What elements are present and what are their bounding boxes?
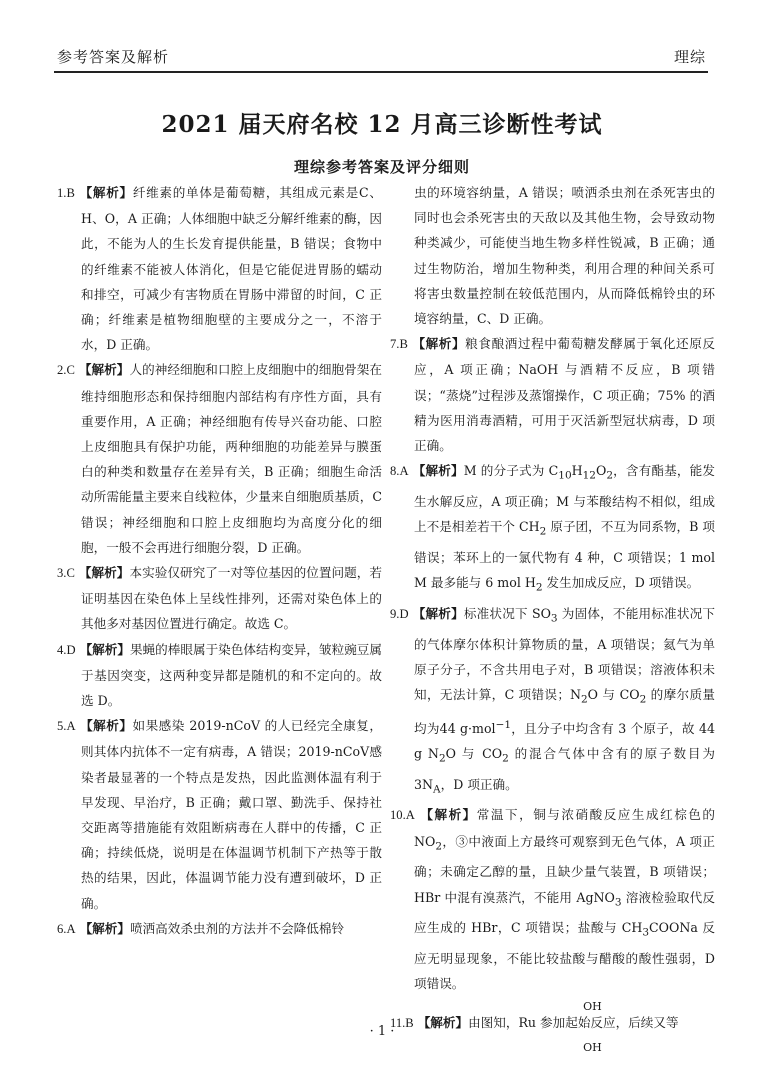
answer-item: 8.A 【解析】M 的分子式为 $C_{10}H_{12}O_2$，含有酯基，能发生水解反应，A 项正确；M 与苯酸结构不相似，组成上不是相差若干个 $CH_2$ 原子团，不互为同系物，B 项错误；苯环上的一氯代物有 4 种，C 项错误；1 mol M 最多能与 6 mol $H_2$ 发生加成反应，D 项错误。 [390,463,716,594]
answer-item: 9.D 【解析】标准状况下 $SO_3$ 为固体，不能用标准状况下的气体摩尔体积计算物质的量，A 项错误；氦气为单原子分子，不含共用电子对，B 项错误；溶液体积未知，无法计算，C 项错误；$N_2O$ 与 $CO_2$ 的摩尔质量均为44 g·mol$^{-1}$，且分子中均含有 3 个原子，故 44 g $N_2O$ 与 $CO_2$ 的混合气体中含有的原子数目为 $3N_A$，D 项正确。 [390,605,715,796]
answer-item: 3.C 【解析】本实验仅研究了一对等位基因的位置问题，若证明基因在染色体上呈线性排列，还需对染色体上的其他多对基因位置进行确定。故选 C。 [57,565,383,632]
answer-item: 2.C 【解析】人的神经细胞和口腔上皮细胞中的细胞骨架在维持细胞形态和保持细胞内部结构有序性方面，具有重要作用，A 正确；神经细胞有传导兴奋功能、口腔上皮细胞具有保护功能，两种细胞的功能差异与膜蛋白的种类和数量存在差异有关，B 正确；细胞生命活动所需能量主要来自线粒体，少量来自细胞质基质，C 错误；神经细胞和口腔上皮细胞均为高度分化的细胞，一般不会再进行细胞分裂，D 正确。 [57,362,383,555]
header-subject: 理综 [673,48,706,66]
answer-item: 1.B 【解析】纤维素的单体是葡萄糖，其组成元素是C、H、O，A 正确；人体细胞中缺乏分解纤维素的酶，因此，不能为人的生长发育提供能量，B 错误；食物中的纤维素不能被人体消化，但是它能促进胃肠的蠕动和排空，可减少有害物质在胃肠中滞留的时间，C 正确；纤维素是植物细胞壁的主要成分之一，不溶于水，D 正确。 [57,185,382,353]
page-title: 2021 届天府名校 12 月高三诊断性考试 [161,111,603,138]
answer-continuation: 虫的环境容纳量，A 错误；喷洒杀虫剂在杀死害虫的同时也会杀死害虫的天敌以及其他生物，会导致动物种类减少，可能使当地生物多样性锐减，B 正确；通过生物防治，增加生物种类，利用合理的种间关系可将害虫数量控制在较低范围内，从而降低棉铃虫的环境容纳量，C、D 正确。 [414,185,715,327]
header-doc-type: 参考答案及解析 [57,48,170,66]
answer-item: 11.B 【解析】由图知，Ru 参加起始反应，后续又等 OH OH [390,1000,679,1055]
answer-item: 6.A 【解析】喷洒高效杀虫剂的方法并不会降低棉铃 [57,920,345,936]
page-number: · 1 · [369,1024,395,1039]
answer-item: 4.D 【解析】果蝇的棒眼属于染色体结构变异，皱粒豌豆属于基因突变，这两种变异都是随机的和不定向的。故选 D。 [57,641,382,709]
page-subtitle: 理综参考答案及评分细则 [293,158,470,176]
ru-complex-formula: 由图知，Ru 参加起始反应，后续又等 OH OH [468,1000,679,1055]
answer-item: 5.A 【解析】如果感染 2019-nCoV 的人已经完全康复，则其体内抗体不一定有病毒，A 错误；2019-nCoV感染者最显著的一个特点是发热，因此监测体温有利于早发现、早治疗，B 正确；戴口罩、勤洗手、保持社交距离等措施能有效阻断病毒在人群中的传播，C 正确；持续低烧，说明是在体温调节机制下产热等于散热的结果，因此，体温调节能力没有遭到破坏，D 正确。 [57,718,382,911]
answer-item: 7.B 【解析】粮食酿酒过程中葡萄糖发酵属于氧化还原反应，A 项正确；NaOH 与酒精不反应，B 项错误；“蒸烧”过程涉及蒸馏操作，C 项正确；75% 的酒精为医用消毒酒精，可用于灭活新型冠状病毒，D 项正确。 [390,336,715,454]
left-column [57,180,382,942]
answer-item: 10.A 【解析】常温下，铜与浓硝酸反应生成红棕色的 $NO_2$，③中液面上方最终可观察到无色气体，A 项正确；未确定乙醇的量，且缺少量气装置，B 项错误；HBr 中混有溴蒸汽，不能用 AgNO$_3$ 溶液检验取代反应生成的 HBr，C 项错误；盐酸与 $CH_3COONa$ 反应无明显现象，不能比较盐酸与醋酸的酸性强弱，D 项错误。 [390,807,716,992]
header-divider [54,71,708,73]
right-column [390,180,716,1055]
